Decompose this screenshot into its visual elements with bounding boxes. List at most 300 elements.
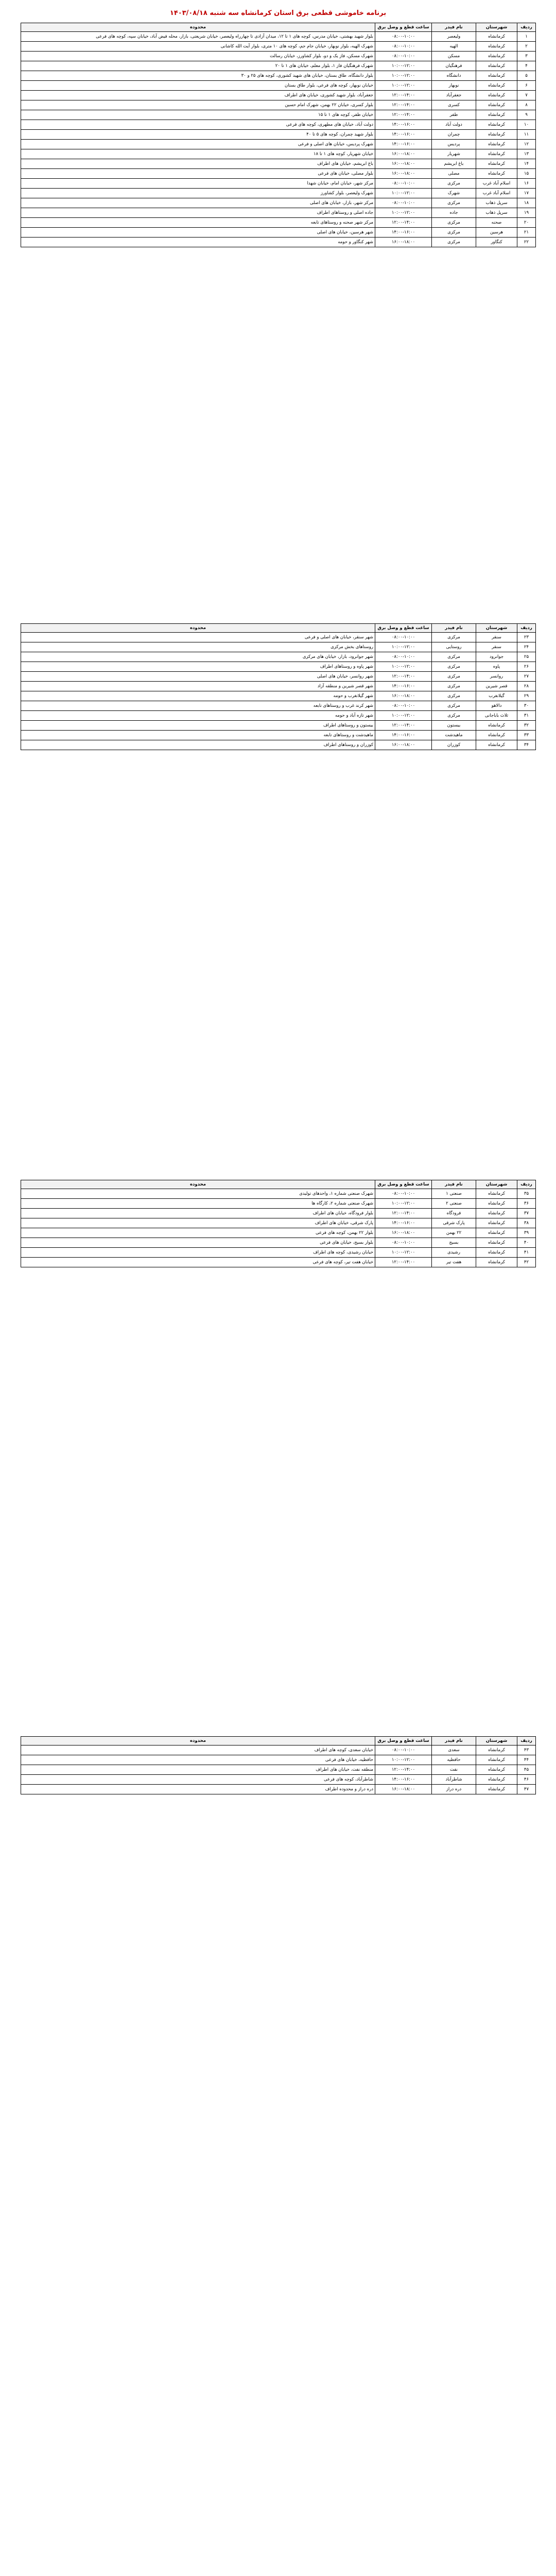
table-row <box>21 1248 536 1258</box>
table-row <box>21 711 536 721</box>
table-row <box>21 208 536 218</box>
cell-feeder: مرکزی <box>432 682 476 691</box>
table-row <box>21 149 536 159</box>
cell-time: ۱۰:۰۰-۱۲:۰۰ <box>375 662 432 672</box>
table-row <box>21 691 536 701</box>
cell-city: سرپل ذهاب <box>476 208 517 218</box>
cell-num: ۲۶ <box>517 662 536 672</box>
schedule-page-2 <box>21 623 535 750</box>
table-row <box>21 140 536 149</box>
cell-area: خیابان سعدی، کوچه های اطراف <box>21 1745 375 1755</box>
table-row <box>21 100 536 110</box>
cell-num: ۱۲ <box>517 140 536 149</box>
cell-num: ۱ <box>517 32 536 42</box>
cell-feeder: باغ ابریشم <box>432 159 476 169</box>
cell-city: کرمانشاه <box>476 140 517 149</box>
cell-city: کرمانشاه <box>476 740 517 750</box>
cell-area: دره دراز و محدوده اطراف <box>21 1785 375 1794</box>
cell-time: ۱۰:۰۰-۱۲:۰۰ <box>375 81 432 91</box>
table-header-row <box>21 1180 536 1189</box>
column-header-feeder: نام فیدر <box>432 1180 476 1189</box>
cell-num: ۴۲ <box>517 1258 536 1267</box>
cell-feeder: مرکزی <box>432 218 476 228</box>
cell-city: کرمانشاه <box>476 61 517 71</box>
cell-city: کرمانشاه <box>476 1238 517 1248</box>
cell-feeder: پردیس <box>432 140 476 149</box>
cell-time: ۱۰:۰۰-۱۲:۰۰ <box>375 642 432 652</box>
cell-area: روستاهای بخش مرکزی <box>21 642 375 652</box>
cell-num: ۳۷ <box>517 1209 536 1218</box>
cell-feeder: پارک شرقی <box>432 1218 476 1228</box>
cell-area: شهرک مسکن، فاز یک و دو، بلوار کشاورز، خیابان رسالت <box>21 52 375 61</box>
schedule-table <box>21 623 536 750</box>
column-header-area: محدوده <box>21 624 375 633</box>
cell-city: صحنه <box>476 218 517 228</box>
cell-area: بلوار فرودگاه، خیابان های اطراف <box>21 1209 375 1218</box>
cell-time: ۱۴:۰۰-۱۶:۰۰ <box>375 731 432 740</box>
cell-city: کرمانشاه <box>476 91 517 100</box>
cell-area: بیستون و روستاهای اطراف <box>21 721 375 731</box>
cell-city: کرمانشاه <box>476 149 517 159</box>
cell-time: ۱۶:۰۰-۱۸:۰۰ <box>375 149 432 159</box>
cell-num: ۲۲ <box>517 238 536 247</box>
cell-num: ۳۵ <box>517 1189 536 1199</box>
cell-feeder: مرکزی <box>432 179 476 189</box>
cell-area: جاده اصلی و روستاهای اطراف <box>21 208 375 218</box>
table-row <box>21 91 536 100</box>
cell-num: ۴۱ <box>517 1248 536 1258</box>
cell-feeder: دره دراز <box>432 1785 476 1794</box>
cell-num: ۶ <box>517 81 536 91</box>
cell-num: ۴۶ <box>517 1775 536 1785</box>
cell-time: ۱۴:۰۰-۱۶:۰۰ <box>375 1218 432 1228</box>
cell-time: ۱۲:۰۰-۱۴:۰۰ <box>375 218 432 228</box>
cell-area: شهرک صنعتی شماره ۲، کارگاه ها <box>21 1199 375 1209</box>
cell-num: ۳ <box>517 52 536 61</box>
cell-area: بلوار کسری، خیابان ۲۲ بهمن، شهرک امام حسین <box>21 100 375 110</box>
cell-time: ۱۰:۰۰-۱۲:۰۰ <box>375 1199 432 1209</box>
cell-num: ۱۰ <box>517 120 536 130</box>
cell-city: کرمانشاه <box>476 130 517 140</box>
cell-area: شهرک پردیس، خیابان های اصلی و فرعی <box>21 140 375 149</box>
cell-time: ۰۸:۰۰-۱۰:۰۰ <box>375 32 432 42</box>
cell-city: قصر شیرین <box>476 682 517 691</box>
column-header-feeder: نام فیدر <box>432 23 476 32</box>
cell-feeder: مرکزی <box>432 238 476 247</box>
table-row <box>21 1745 536 1755</box>
cell-feeder: رشیدی <box>432 1248 476 1258</box>
cell-time: ۱۴:۰۰-۱۶:۰۰ <box>375 682 432 691</box>
cell-time: ۰۸:۰۰-۱۰:۰۰ <box>375 633 432 642</box>
cell-time: ۱۴:۰۰-۱۶:۰۰ <box>375 140 432 149</box>
cell-num: ۱۸ <box>517 198 536 208</box>
cell-num: ۴۰ <box>517 1238 536 1248</box>
cell-feeder: شهرک <box>432 189 476 198</box>
column-header-time: ساعت قطع و وصل برق <box>375 1737 432 1745</box>
cell-num: ۸ <box>517 100 536 110</box>
cell-city: کرمانشاه <box>476 52 517 61</box>
cell-feeder: مرکزی <box>432 672 476 682</box>
cell-num: ۷ <box>517 91 536 100</box>
table-row <box>21 1755 536 1765</box>
column-header-area: محدوده <box>21 1180 375 1189</box>
cell-area: شهرک فرهنگیان فاز ۱، بلوار معلم، خیابان های ۱ تا ۲۰ <box>21 61 375 71</box>
table-header-row <box>21 1737 536 1745</box>
cell-time: ۰۸:۰۰-۱۰:۰۰ <box>375 42 432 52</box>
cell-time: ۱۰:۰۰-۱۲:۰۰ <box>375 189 432 198</box>
cell-city: دالاهو <box>476 701 517 711</box>
cell-city: کرمانشاه <box>476 1199 517 1209</box>
cell-area: کوزران و روستاهای اطراف <box>21 740 375 750</box>
cell-time: ۰۸:۰۰-۱۰:۰۰ <box>375 179 432 189</box>
column-header-city: شهرستان <box>476 23 517 32</box>
cell-feeder: کوزران <box>432 740 476 750</box>
cell-city: روانسر <box>476 672 517 682</box>
column-header-time: ساعت قطع و وصل برق <box>375 624 432 633</box>
cell-feeder: بسیج <box>432 1238 476 1248</box>
table-row <box>21 1209 536 1218</box>
cell-time: ۱۰:۰۰-۱۲:۰۰ <box>375 711 432 721</box>
schedule-table <box>21 23 536 247</box>
cell-city: پاوه <box>476 662 517 672</box>
table-row <box>21 1218 536 1228</box>
cell-num: ۲ <box>517 42 536 52</box>
column-header-time: ساعت قطع و وصل برق <box>375 1180 432 1189</box>
cell-area: مرکز شهر، خیابان امام، خیابان شهدا <box>21 179 375 189</box>
cell-time: ۱۰:۰۰-۱۲:۰۰ <box>375 71 432 81</box>
table-row <box>21 731 536 740</box>
cell-feeder: ولیعصر <box>432 32 476 42</box>
table-row <box>21 218 536 228</box>
table-row <box>21 682 536 691</box>
cell-city: کرمانشاه <box>476 1218 517 1228</box>
page-title: برنامه خاموشی قطعی برق استان کرمانشاه سه شنبه ۱۴۰۳/۰۸/۱۸ <box>169 9 387 17</box>
cell-time: ۱۲:۰۰-۱۴:۰۰ <box>375 110 432 120</box>
column-header-time: ساعت قطع و وصل برق <box>375 23 432 32</box>
column-header-area: محدوده <box>21 1737 375 1745</box>
cell-area: شهر هرسین، خیابان های اصلی <box>21 228 375 238</box>
cell-city: کرمانشاه <box>476 81 517 91</box>
cell-time: ۱۶:۰۰-۱۸:۰۰ <box>375 691 432 701</box>
cell-time: ۱۰:۰۰-۱۲:۰۰ <box>375 61 432 71</box>
cell-num: ۵ <box>517 71 536 81</box>
cell-city: کرمانشاه <box>476 1775 517 1785</box>
cell-time: ۱۰:۰۰-۱۲:۰۰ <box>375 1755 432 1765</box>
table-row <box>21 189 536 198</box>
table-row <box>21 110 536 120</box>
cell-feeder: روستایی <box>432 642 476 652</box>
cell-city: کرمانشاه <box>476 1248 517 1258</box>
cell-area: بلوار شهید چمران، کوچه های ۵ تا ۴۰ <box>21 130 375 140</box>
table-row <box>21 71 536 81</box>
cell-city: کرمانشاه <box>476 159 517 169</box>
cell-feeder: سعدی <box>432 1745 476 1755</box>
cell-area: پارک شرقی، خیابان های اطراف <box>21 1218 375 1228</box>
schedule-page-3 <box>21 1180 535 1267</box>
column-header-feeder: نام فیدر <box>432 624 476 633</box>
cell-area: بلوار بسیج، خیابان های فرعی <box>21 1238 375 1248</box>
cell-area: بلوار ۲۲ بهمن، کوچه های فرعی <box>21 1228 375 1238</box>
table-row <box>21 662 536 672</box>
cell-time: ۱۴:۰۰-۱۶:۰۰ <box>375 130 432 140</box>
cell-area: شهرک صنعتی شماره ۱، واحدهای تولیدی <box>21 1189 375 1199</box>
table-row <box>21 721 536 731</box>
cell-time: ۱۶:۰۰-۱۸:۰۰ <box>375 1228 432 1238</box>
cell-feeder: ظفر <box>432 110 476 120</box>
cell-city: جوانرود <box>476 652 517 662</box>
table-row <box>21 642 536 652</box>
table-row <box>21 120 536 130</box>
cell-num: ۱۳ <box>517 149 536 159</box>
cell-num: ۴ <box>517 61 536 71</box>
cell-city: کنگاور <box>476 238 517 247</box>
cell-time: ۱۲:۰۰-۱۴:۰۰ <box>375 1258 432 1267</box>
cell-num: ۹ <box>517 110 536 120</box>
table-row <box>21 1189 536 1199</box>
table-row <box>21 1785 536 1794</box>
cell-time: ۱۲:۰۰-۱۴:۰۰ <box>375 721 432 731</box>
cell-city: سرپل ذهاب <box>476 198 517 208</box>
cell-feeder: دولت آباد <box>432 120 476 130</box>
cell-area: خیابان شهریار، کوچه های ۱ تا ۱۸ <box>21 149 375 159</box>
cell-area: مرکز شهر صحنه و روستاهای تابعه <box>21 218 375 228</box>
cell-area: منطقه نفت، خیابان های اطراف <box>21 1765 375 1775</box>
cell-num: ۲۹ <box>517 691 536 701</box>
column-header-num: ردیف <box>517 23 536 32</box>
cell-feeder: شهریار <box>432 149 476 159</box>
cell-area: باغ ابریشم، خیابان های اطراف <box>21 159 375 169</box>
cell-city: هرسین <box>476 228 517 238</box>
cell-area: شهر کنگاور و حومه <box>21 238 375 247</box>
cell-num: ۳۰ <box>517 701 536 711</box>
table-row <box>21 1238 536 1248</box>
table-row <box>21 633 536 642</box>
cell-feeder: مرکزی <box>432 691 476 701</box>
table-row <box>21 1258 536 1267</box>
cell-num: ۲۴ <box>517 642 536 652</box>
cell-time: ۰۸:۰۰-۱۰:۰۰ <box>375 652 432 662</box>
cell-area: خیابان هفت تیر، کوچه های فرعی <box>21 1258 375 1267</box>
cell-feeder: جاده <box>432 208 476 218</box>
cell-num: ۳۳ <box>517 731 536 740</box>
cell-city: کرمانشاه <box>476 1755 517 1765</box>
cell-area: شهر سنقر، خیابان های اصلی و فرعی <box>21 633 375 642</box>
table-row <box>21 179 536 189</box>
cell-num: ۲۵ <box>517 652 536 662</box>
cell-feeder: مرکزی <box>432 633 476 642</box>
cell-feeder: مرکزی <box>432 198 476 208</box>
cell-num: ۲۸ <box>517 682 536 691</box>
cell-area: حافظیه، خیابان های فرعی <box>21 1755 375 1765</box>
cell-num: ۱۹ <box>517 208 536 218</box>
table-row <box>21 672 536 682</box>
cell-area: شهر گیلانغرب و حومه <box>21 691 375 701</box>
cell-feeder: نفت <box>432 1765 476 1775</box>
cell-num: ۱۴ <box>517 159 536 169</box>
cell-num: ۳۸ <box>517 1218 536 1228</box>
cell-time: ۱۶:۰۰-۱۸:۰۰ <box>375 740 432 750</box>
table-row <box>21 701 536 711</box>
table-row <box>21 42 536 52</box>
table-row <box>21 1775 536 1785</box>
table-row <box>21 81 536 91</box>
cell-feeder: هفت تیر <box>432 1258 476 1267</box>
cell-time: ۱۶:۰۰-۱۸:۰۰ <box>375 169 432 179</box>
cell-num: ۲۳ <box>517 633 536 642</box>
cell-time: ۱۶:۰۰-۱۸:۰۰ <box>375 1785 432 1794</box>
cell-feeder: مرکزی <box>432 662 476 672</box>
cell-num: ۱۵ <box>517 169 536 179</box>
cell-feeder: فرودگاه <box>432 1209 476 1218</box>
table-row <box>21 652 536 662</box>
cell-feeder: کسری <box>432 100 476 110</box>
table-row <box>21 130 536 140</box>
cell-city: کرمانشاه <box>476 42 517 52</box>
table-row <box>21 238 536 247</box>
cell-city: کرمانشاه <box>476 1785 517 1794</box>
column-header-city: شهرستان <box>476 1737 517 1745</box>
table-row <box>21 228 536 238</box>
cell-area: مرکز شهر، بازار، خیابان های اصلی <box>21 198 375 208</box>
cell-city: اسلام آباد غرب <box>476 179 517 189</box>
cell-feeder: مصلی <box>432 169 476 179</box>
cell-area: شهرک ولیعصر، بلوار کشاورز <box>21 189 375 198</box>
cell-feeder: مرکزی <box>432 228 476 238</box>
cell-city: کرمانشاه <box>476 1209 517 1218</box>
cell-feeder: صنعتی ۱ <box>432 1189 476 1199</box>
table-row <box>21 740 536 750</box>
cell-feeder: مسکن <box>432 52 476 61</box>
cell-area: شهرک الهیه، بلوار نوبهار، خیابان جام جم، کوچه های ۱۰ متری، بلوار آیت الله کاشانی <box>21 42 375 52</box>
cell-num: ۳۲ <box>517 721 536 731</box>
cell-feeder: ۲۲ بهمن <box>432 1228 476 1238</box>
cell-feeder: الهیه <box>432 42 476 52</box>
cell-num: ۲۱ <box>517 228 536 238</box>
cell-num: ۱۱ <box>517 130 536 140</box>
table-row <box>21 52 536 61</box>
cell-time: ۱۲:۰۰-۱۴:۰۰ <box>375 100 432 110</box>
cell-area: شاطرآباد، کوچه های فرعی <box>21 1775 375 1785</box>
cell-area: شهر پاوه و روستاهای اطراف <box>21 662 375 672</box>
cell-time: ۱۴:۰۰-۱۶:۰۰ <box>375 120 432 130</box>
table-row <box>21 32 536 42</box>
cell-feeder: شاطرآباد <box>432 1775 476 1785</box>
cell-area: شهر جوانرود، بازار، خیابان های مرکزی <box>21 652 375 662</box>
cell-feeder: مرکزی <box>432 711 476 721</box>
cell-area: بلوار شهید بهشتی، خیابان مدرس، کوچه های ۱ تا ۱۲، میدان آزادی تا چهارراه ولیعصر، خیابان شریعتی، بازار، محله فیض آباد، خیابان سپه، کوچه های فرعی <box>21 32 375 42</box>
cell-area: جعفرآباد، بلوار شهید کشوری، خیابان های اطراف <box>21 91 375 100</box>
cell-num: ۲۷ <box>517 672 536 682</box>
table-row <box>21 1199 536 1209</box>
cell-area: خیابان رشیدی، کوچه های اطراف <box>21 1248 375 1258</box>
cell-area: شهر قصر شیرین و منطقه آزاد <box>21 682 375 691</box>
cell-area: خیابان نوبهار، کوچه های فرعی، بلوار طاق بستان <box>21 81 375 91</box>
cell-num: ۳۹ <box>517 1228 536 1238</box>
table-row <box>21 169 536 179</box>
column-header-num: ردیف <box>517 624 536 633</box>
cell-city: کرمانشاه <box>476 1765 517 1775</box>
cell-city: سنقر <box>476 633 517 642</box>
cell-area: شهر روانسر، خیابان های اصلی <box>21 672 375 682</box>
cell-time: ۱۴:۰۰-۱۶:۰۰ <box>375 228 432 238</box>
cell-city: اسلام آباد غرب <box>476 189 517 198</box>
cell-time: ۱۴:۰۰-۱۶:۰۰ <box>375 1775 432 1785</box>
table-header-row <box>21 624 536 633</box>
cell-city: گیلانغرب <box>476 691 517 701</box>
table-header-row <box>21 23 536 32</box>
cell-city: کرمانشاه <box>476 721 517 731</box>
schedule-page-1 <box>21 23 535 247</box>
cell-city: کرمانشاه <box>476 100 517 110</box>
cell-feeder: مرکزی <box>432 701 476 711</box>
cell-city: کرمانشاه <box>476 120 517 130</box>
column-header-area: محدوده <box>21 23 375 32</box>
cell-area: شهر تازه آباد و حومه <box>21 711 375 721</box>
cell-time: ۰۸:۰۰-۱۰:۰۰ <box>375 1745 432 1755</box>
cell-time: ۱۲:۰۰-۱۴:۰۰ <box>375 672 432 682</box>
cell-time: ۱۰:۰۰-۱۲:۰۰ <box>375 1248 432 1258</box>
cell-feeder: حافظیه <box>432 1755 476 1765</box>
cell-num: ۴۴ <box>517 1755 536 1765</box>
table-row <box>21 61 536 71</box>
column-header-feeder: نام فیدر <box>432 1737 476 1745</box>
column-header-num: ردیف <box>517 1180 536 1189</box>
cell-feeder: چمران <box>432 130 476 140</box>
cell-city: کرمانشاه <box>476 169 517 179</box>
cell-area: دولت آباد، خیابان های مطهری، کوچه های فرعی <box>21 120 375 130</box>
cell-area: خیابان ظفر، کوچه های ۱ تا ۱۵ <box>21 110 375 120</box>
cell-num: ۲۰ <box>517 218 536 228</box>
cell-time: ۰۸:۰۰-۱۰:۰۰ <box>375 1238 432 1248</box>
column-header-num: ردیف <box>517 1737 536 1745</box>
cell-time: ۰۸:۰۰-۱۰:۰۰ <box>375 198 432 208</box>
cell-num: ۱۷ <box>517 189 536 198</box>
column-header-city: شهرستان <box>476 1180 517 1189</box>
cell-time: ۱۰:۰۰-۱۲:۰۰ <box>375 208 432 218</box>
cell-feeder: فرهنگیان <box>432 61 476 71</box>
cell-city: کرمانشاه <box>476 1745 517 1755</box>
column-header-city: شهرستان <box>476 624 517 633</box>
cell-time: ۰۸:۰۰-۱۰:۰۰ <box>375 1189 432 1199</box>
cell-feeder: جعفرآباد <box>432 91 476 100</box>
cell-feeder: دانشگاه <box>432 71 476 81</box>
cell-num: ۱۶ <box>517 179 536 189</box>
cell-num: ۴۵ <box>517 1765 536 1775</box>
cell-city: کرمانشاه <box>476 32 517 42</box>
table-row <box>21 198 536 208</box>
cell-time: ۱۲:۰۰-۱۴:۰۰ <box>375 91 432 100</box>
cell-area: بلوار مصلی، خیابان های فرعی <box>21 169 375 179</box>
table-row <box>21 159 536 169</box>
table-row <box>21 1228 536 1238</box>
cell-city: کرمانشاه <box>476 1258 517 1267</box>
cell-area: بلوار دانشگاه، طاق بستان، خیابان های شهید کشوری، کوچه های ۲۵ و ۳۰ <box>21 71 375 81</box>
cell-time: ۰۸:۰۰-۱۰:۰۰ <box>375 701 432 711</box>
cell-feeder: ماهیدشت <box>432 731 476 740</box>
cell-num: ۳۴ <box>517 740 536 750</box>
cell-city: کرمانشاه <box>476 110 517 120</box>
cell-city: کرمانشاه <box>476 731 517 740</box>
cell-area: ماهیدشت و روستاهای تابعه <box>21 731 375 740</box>
cell-time: ۱۶:۰۰-۱۸:۰۰ <box>375 238 432 247</box>
cell-num: ۳۶ <box>517 1199 536 1209</box>
cell-city: کرمانشاه <box>476 71 517 81</box>
cell-feeder: مرکزی <box>432 652 476 662</box>
cell-time: ۱۲:۰۰-۱۴:۰۰ <box>375 1765 432 1775</box>
schedule-table <box>21 1736 536 1794</box>
cell-time: ۱۶:۰۰-۱۸:۰۰ <box>375 159 432 169</box>
cell-feeder: صنعتی ۲ <box>432 1199 476 1209</box>
